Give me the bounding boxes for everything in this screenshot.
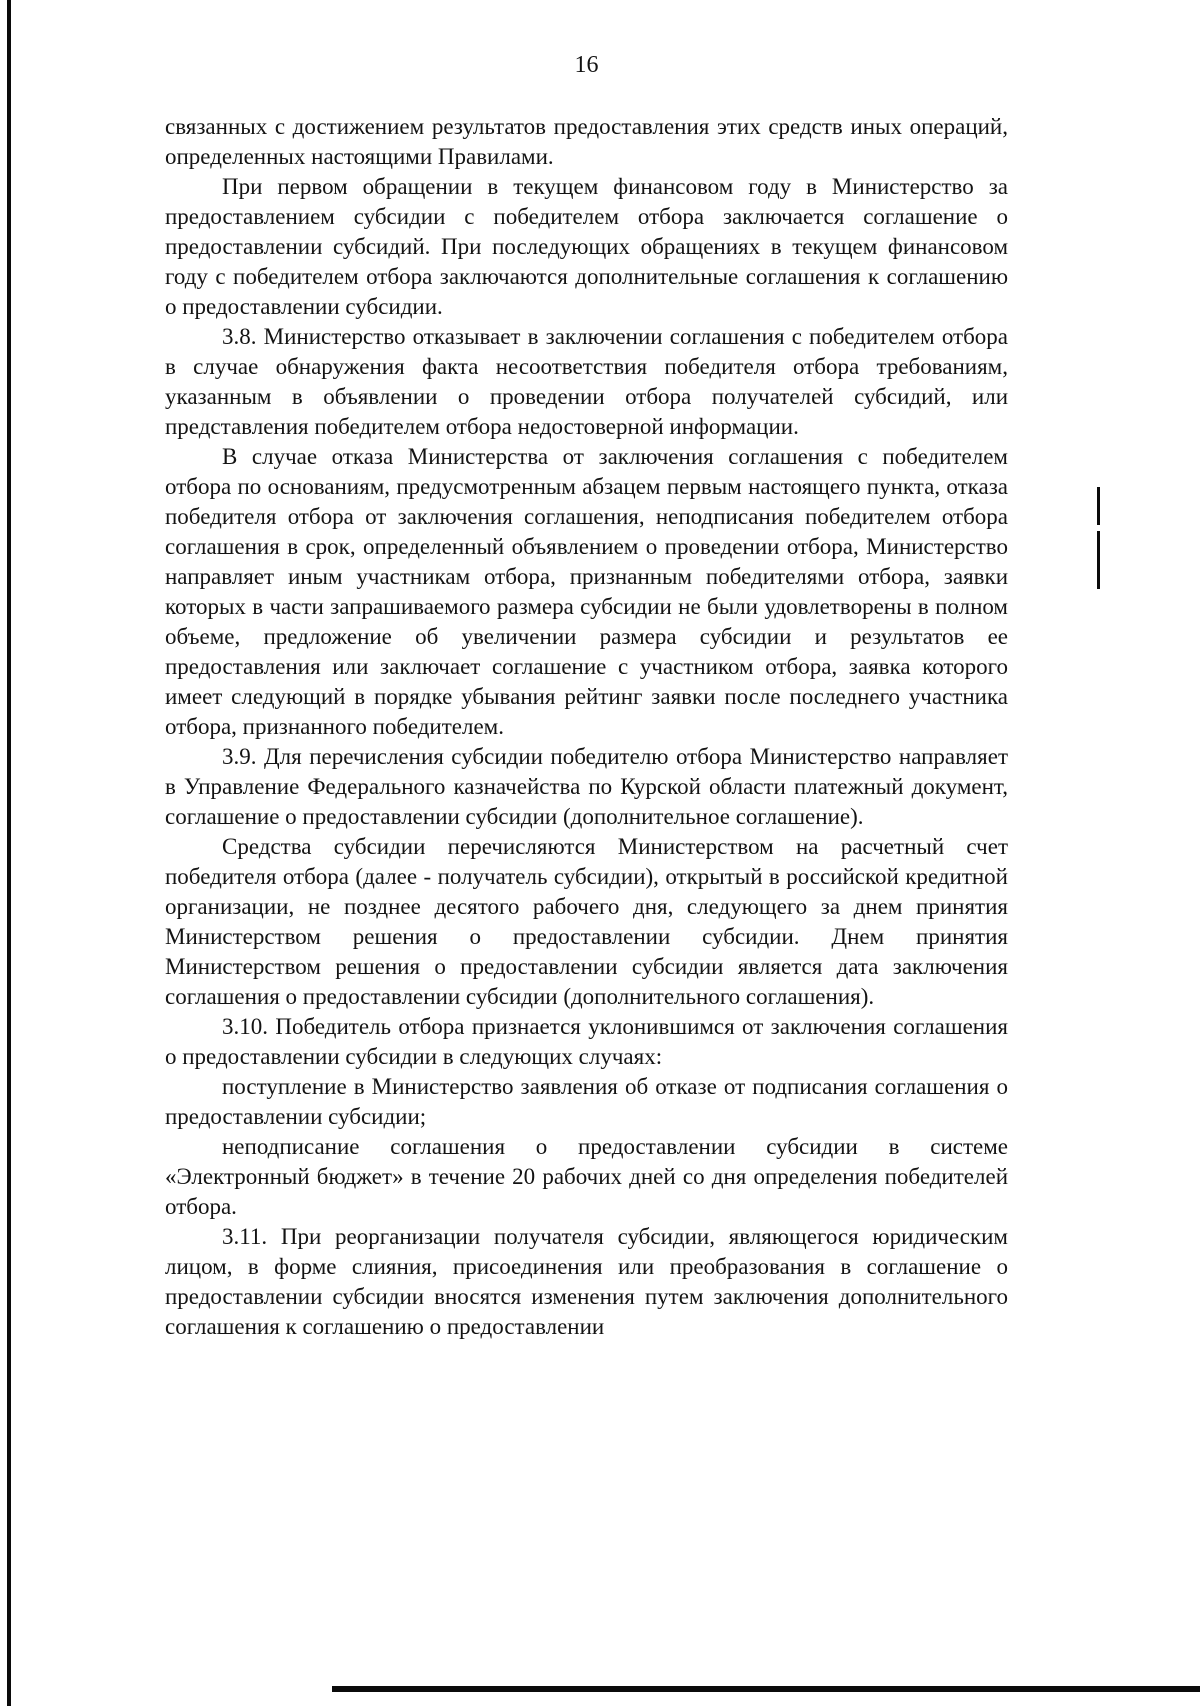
paragraph: связанных с достижением результатов предоставления этих средств иных операций, определенных настоящими Правилами. (165, 114, 1008, 169)
page-number: 16 (574, 52, 599, 78)
scan-artifact-left-line (7, 0, 11, 1706)
document-body (165, 112, 1008, 1342)
paragraph: В случае отказа Министерства от заключения соглашения с победителем отбора по основаниям, предусмотренным абзацем первым настоящего пункта, отказа победителя отбора от заключения соглашения, неподписания победителем отбора соглашения в срок, определенный объявлением о проведении отбора, Министерство направляет иным участникам отбора, признанным победителями отбора, заявки которых в части запрашиваемого размера субсидии не были удовлетворены в полном объеме, предложение об увеличении размера субсидии и результатов ее предоставления или заключает соглашение с участником отбора, заявка которого имеет следующий в порядке убывания рейтинг заявки после последнего участника отбора, признанного победителем. (165, 444, 1008, 739)
paragraph: 3.11. При реорганизации получателя субсидии, являющегося юридическим лицом, в форме слияния, присоединения или преобразования в соглашение о предоставлении субсидии вносятся изменения путем заключения дополнительного соглашения к соглашению о предоставлении (165, 1224, 1008, 1339)
paragraph: 3.10. Победитель отбора признается уклонившимся от заключения соглашения о предоставлении субсидии в следующих случаях: (165, 1014, 1008, 1069)
scan-artifact-right-dash (1097, 531, 1100, 589)
paragraph: поступление в Министерство заявления об отказе от подписания соглашения о предоставлении субсидии; (165, 1074, 1008, 1129)
paragraph: Средства субсидии перечисляются Министерством на расчетный счет победителя отбора (далее - получатель субсидии), открытый в российской кредитной организации, не позднее десятого рабочего дня, следующего за днем принятия Министерством решения о предоставлении субсидии. Днем принятия Министерством решения о предоставлении субсидии является дата заключения соглашения о предоставлении субсидии (дополнительного соглашения). (165, 834, 1008, 1009)
scan-artifact-bottom-line (332, 1686, 1200, 1692)
paragraph: 3.8. Министерство отказывает в заключении соглашения с победителем отбора в случае обнаружения факта несоответствия победителя отбора требованиям, указанным в объявлении о проведении отбора получателей субсидий, или представления победителем отбора недостоверной информации. (165, 324, 1008, 439)
scan-artifact-right-dash (1097, 487, 1100, 525)
paragraph: При первом обращении в текущем финансовом году в Министерство за предоставлением субсидии с победителем отбора заключается соглашение о предоставлении субсидий. При последующих обращениях в текущем финансовом году с победителем отбора заключаются дополнительные соглашения к соглашению о предоставлении субсидии. (165, 174, 1008, 319)
paragraph: 3.9. Для перечисления субсидии победителю отбора Министерство направляет в Управление Федерального казначейства по Курской области платежный документ, соглашение о предоставлении субсидии (дополнительное соглашение). (165, 744, 1008, 829)
paragraph: неподписание соглашения о предоставлении субсидии в системе «Электронный бюджет» в течение 20 рабочих дней со дня определения победителей отбора. (165, 1134, 1008, 1219)
